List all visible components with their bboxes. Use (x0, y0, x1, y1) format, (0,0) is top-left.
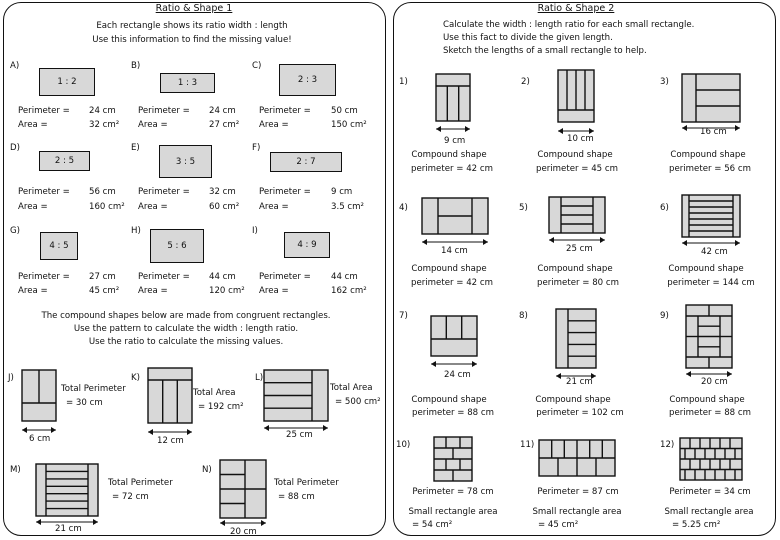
ratio-rectangle (40, 232, 78, 260)
perimeter-text: Perimeter = 78 cm (412, 487, 494, 497)
area-value: = 45 cm² (538, 520, 579, 530)
area-label: Area = (259, 202, 289, 212)
area-value: 160 cm² (89, 202, 125, 212)
perimeter-text: perimeter = 80 cm (537, 278, 619, 288)
item-letter: B) (131, 61, 141, 71)
item-number: 8) (519, 311, 528, 321)
item-number: 12) (660, 440, 675, 450)
ratio-label: 2 : 5 (54, 156, 75, 166)
left-title: Ratio & Shape 1 (155, 3, 233, 14)
perimeter-label: Perimeter = (259, 272, 311, 282)
compound-shape-label: Compound shape (411, 150, 487, 160)
perimeter-text: perimeter = 144 cm (667, 278, 755, 288)
area-label: Area = (18, 202, 48, 212)
left-intro-line-2: Use this information to find the missing value! (92, 35, 292, 45)
dimension-label: 42 cm (701, 247, 728, 257)
right-intro-line-3: Sketch the lengths of a small rectangle to help. (443, 46, 647, 56)
dimension-label: 25 cm (286, 430, 313, 440)
item-letter: C) (252, 61, 262, 71)
perimeter-text: perimeter = 88 cm (669, 408, 751, 418)
item-number: 1) (399, 77, 408, 87)
perimeter-label: Perimeter = (138, 272, 190, 282)
area-label: Area = (18, 120, 48, 130)
area-label: Area = (259, 120, 289, 130)
dimension-label: 10 cm (567, 134, 594, 144)
item-number: 10) (396, 440, 411, 450)
item-letter: D) (10, 143, 20, 153)
compound-label: Total Area (193, 388, 236, 398)
dimension-label: 16 cm (700, 127, 727, 137)
compound-shape-label: Compound shape (669, 395, 745, 405)
compound-shape-6 (680, 193, 746, 251)
item-letter: H) (131, 226, 141, 236)
ratio-label: 1 : 3 (177, 78, 198, 88)
ratio-rectangle (39, 151, 90, 171)
item-letter: J) (8, 373, 14, 383)
area-label: Area = (259, 286, 289, 296)
compound-label: Total Perimeter (274, 478, 339, 488)
compound-shape-j (20, 368, 60, 438)
perimeter-value: 24 cm (209, 106, 236, 116)
compound-shape-9 (684, 303, 736, 379)
item-number: 2) (521, 77, 530, 87)
compound-shape-label: Compound shape (537, 150, 613, 160)
compound-shape-n (218, 458, 270, 526)
perimeter-text: perimeter = 88 cm (412, 408, 494, 418)
area-value: 120 cm² (209, 286, 245, 296)
dimension-label: 9 cm (444, 136, 466, 146)
left-intro-line-1: Each rectangle shows its ratio width : length (96, 21, 288, 31)
item-letter: F) (252, 143, 261, 153)
perimeter-value: 44 cm (209, 272, 236, 282)
perimeter-label: Perimeter = (18, 272, 70, 282)
perimeter-text: perimeter = 42 cm (411, 278, 493, 288)
dimension-label: 20 cm (701, 377, 728, 387)
compound-shape-label: Compound shape (411, 395, 487, 405)
compound-value: = 88 cm (278, 492, 315, 502)
ratio-label: 5 : 6 (167, 241, 187, 251)
dimension-label: 14 cm (441, 246, 468, 256)
right-title: Ratio & Shape 2 (537, 3, 615, 14)
compound-shape-label: Compound shape (537, 264, 613, 274)
item-number: 3) (660, 77, 669, 87)
ratio-label: 2 : 7 (296, 157, 316, 167)
item-letter: I) (252, 226, 258, 236)
perimeter-value: 9 cm (331, 187, 353, 197)
ratio-rectangle (150, 229, 204, 263)
perimeter-label: Perimeter = (18, 106, 70, 116)
compound-label: Total Area (330, 383, 373, 393)
ratio-rectangle (159, 145, 212, 178)
area-value: 162 cm² (331, 286, 367, 296)
area-label: Area = (138, 286, 168, 296)
compound-shape-label: Compound shape (670, 150, 746, 160)
perimeter-label: Perimeter = (138, 187, 190, 197)
ratio-rectangle (270, 152, 342, 172)
perimeter-label: Perimeter = (259, 187, 311, 197)
dimension-label: 6 cm (29, 434, 51, 444)
compound-value: = 72 cm (112, 492, 149, 502)
dimension-label: 21 cm (566, 377, 593, 387)
ratio-label: 1 : 2 (57, 77, 77, 87)
ratio-label: 4 : 5 (49, 241, 69, 251)
compound-value: = 30 cm (66, 398, 103, 408)
area-value: 32 cm² (89, 120, 120, 130)
compound-shape-10 (432, 435, 476, 485)
item-number: 9) (660, 311, 669, 321)
perimeter-value: 44 cm (331, 272, 358, 282)
area-label: Small rectangle area (664, 507, 754, 517)
perimeter-text: perimeter = 45 cm (536, 164, 618, 174)
compound-value: = 500 cm² (335, 397, 381, 407)
perimeter-label: Perimeter = (138, 106, 190, 116)
area-value: 150 cm² (331, 120, 367, 130)
perimeter-value: 50 cm (331, 106, 358, 116)
compound-intro-line-2: Use the pattern to calculate the width : length ratio. (73, 324, 299, 334)
perimeter-text: perimeter = 102 cm (536, 408, 624, 418)
item-letter: N) (202, 465, 212, 475)
compound-shape-2 (556, 68, 598, 138)
area-value: 3.5 cm² (331, 202, 364, 212)
dimension-label: 24 cm (444, 370, 471, 380)
perimeter-value: 24 cm (89, 106, 116, 116)
compound-shape-5 (547, 195, 609, 247)
area-value: = 5.25 cm² (672, 520, 721, 530)
ratio-label: 3 : 5 (175, 156, 196, 167)
item-letter: L) (255, 373, 264, 383)
perimeter-label: Perimeter = (18, 187, 70, 197)
compound-shape-label: Compound shape (411, 264, 487, 274)
ratio-rectangle (279, 64, 336, 96)
compound-shape-label: Compound shape (668, 264, 744, 274)
perimeter-text: Perimeter = 34 cm (669, 487, 751, 497)
compound-shape-12 (678, 436, 746, 484)
compound-shape-1 (434, 72, 476, 134)
item-letter: E) (131, 143, 140, 153)
area-value: 45 cm² (89, 286, 120, 296)
area-label: Small rectangle area (532, 507, 622, 517)
compound-label: Total Perimeter (61, 384, 126, 394)
compound-shape-3 (680, 72, 746, 134)
compound-shape-m (34, 462, 102, 526)
item-letter: A) (10, 61, 20, 71)
compound-intro-line-3: Use the ratio to calculate the missing values. (88, 337, 284, 347)
item-number: 5) (519, 203, 528, 213)
compound-shape-label: Compound shape (535, 395, 611, 405)
dimension-label: 21 cm (55, 524, 82, 534)
ratio-rectangle (160, 73, 215, 93)
area-label: Area = (138, 120, 168, 130)
area-value: = 54 cm² (412, 520, 453, 530)
perimeter-text: perimeter = 56 cm (669, 164, 751, 174)
perimeter-text: Perimeter = 87 cm (537, 487, 619, 497)
area-value: 27 cm² (209, 120, 240, 130)
compound-shape-k (146, 366, 196, 438)
perimeter-label: Perimeter = (259, 106, 311, 116)
area-label: Area = (138, 202, 168, 212)
item-number: 6) (660, 203, 669, 213)
perimeter-value: 32 cm (209, 187, 236, 197)
item-number: 11) (520, 440, 535, 450)
right-intro-line-2: Use this fact to divide the given length. (443, 33, 613, 43)
perimeter-value: 27 cm (89, 272, 116, 282)
right-intro-line-1: Calculate the width : length ratio for each small rectangle. (443, 20, 695, 30)
perimeter-value: 56 cm (89, 187, 116, 197)
compound-intro-line-1: The compound shapes below are made from congruent rectangles. (41, 311, 331, 321)
item-letter: G) (10, 226, 21, 236)
item-number: 7) (399, 311, 408, 321)
area-value: 60 cm² (209, 202, 240, 212)
compound-label: Total Perimeter (108, 478, 173, 488)
ratio-label: 2 : 3 (297, 75, 318, 85)
dimension-label: 12 cm (157, 436, 184, 446)
compound-shape-l (262, 368, 334, 434)
compound-shape-7 (429, 314, 481, 370)
ratio-label: 4 : 9 (297, 240, 317, 250)
item-letter: K) (131, 373, 140, 383)
item-number: 4) (399, 203, 408, 213)
compound-shape-11 (537, 438, 619, 480)
compound-value: = 192 cm² (198, 402, 244, 412)
item-letter: M) (10, 465, 21, 475)
area-label: Small rectangle area (408, 507, 498, 517)
area-label: Area = (18, 286, 48, 296)
ratio-rectangle (284, 232, 330, 258)
dimension-label: 20 cm (230, 527, 257, 537)
ratio-rectangle (39, 68, 95, 96)
compound-shape-8 (554, 307, 600, 387)
dimension-label: 25 cm (566, 244, 593, 254)
compound-shape-4 (420, 196, 492, 252)
perimeter-text: perimeter = 42 cm (411, 164, 493, 174)
